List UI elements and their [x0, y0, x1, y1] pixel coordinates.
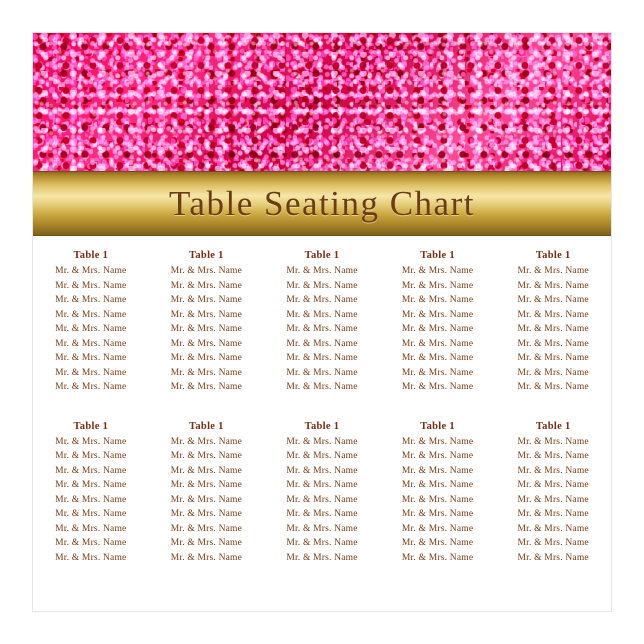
- guest-entry: Mr. & Mrs. Name: [55, 494, 127, 505]
- guest-entry: Mr. & Mrs. Name: [517, 367, 589, 378]
- guest-entry: Mr. & Mrs. Name: [55, 280, 127, 291]
- table-heading: Table 1: [420, 250, 455, 261]
- guest-entry: Mr. & Mrs. Name: [401, 509, 474, 519]
- guest-entry: Mr. & Mrs. Name: [170, 451, 243, 461]
- guest-entry: Mr. & Mrs. Name: [517, 280, 589, 291]
- table-column: [495, 250, 611, 395]
- guest-entry: Mr. & Mrs. Name: [170, 280, 243, 291]
- guest-entry: Mr. & Mrs. Name: [170, 367, 243, 378]
- table-column: [149, 250, 265, 395]
- guest-entry: Mr. & Mrs. Name: [286, 266, 358, 276]
- guest-entry: Mr. & Mrs. Name: [55, 523, 127, 534]
- guest-entry: Mr. & Mrs. Name: [286, 552, 358, 563]
- table-heading: Table 1: [535, 420, 571, 432]
- guest-entry: Mr. & Mrs. Name: [286, 436, 358, 447]
- guest-entry: Mr. & Mrs. Name: [401, 538, 474, 548]
- guest-entry: Mr. & Mrs. Name: [517, 382, 589, 392]
- guest-entry: Mr. & Mrs. Name: [55, 436, 127, 447]
- guest-entry: Mr. & Mrs. Name: [401, 494, 474, 505]
- guest-entry: Mr. & Mrs. Name: [517, 309, 589, 320]
- guest-entry: Mr. & Mrs. Name: [286, 465, 358, 476]
- table-heading: Table 1: [304, 420, 340, 432]
- seating-chart-poster: [33, 33, 611, 611]
- guest-entry: Mr. & Mrs. Name: [286, 324, 358, 334]
- table-column: [495, 421, 611, 566]
- guest-entry: Mr. & Mrs. Name: [170, 538, 243, 548]
- guest-entry: Mr. & Mrs. Name: [517, 465, 589, 476]
- guest-entry: Mr. & Mrs. Name: [401, 280, 474, 291]
- guest-entry: Mr. & Mrs. Name: [401, 382, 474, 392]
- guest-entry: Mr. & Mrs. Name: [170, 309, 243, 320]
- guest-entry: Mr. & Mrs. Name: [55, 309, 127, 320]
- guest-entry: Mr. & Mrs. Name: [401, 353, 474, 363]
- guest-entry: Mr. & Mrs. Name: [401, 552, 474, 563]
- table-heading: Table 1: [535, 250, 571, 261]
- page-title: Table Seating Chart: [169, 183, 475, 223]
- guest-entry: Mr. & Mrs. Name: [170, 509, 243, 519]
- seating-chart-body: [33, 236, 611, 611]
- guest-entry: Mr. & Mrs. Name: [55, 338, 127, 349]
- guest-entry: Mr. & Mrs. Name: [170, 523, 243, 534]
- guest-entry: Mr. & Mrs. Name: [517, 338, 589, 349]
- guest-entry: Mr. & Mrs. Name: [170, 382, 243, 392]
- table-heading: Table 1: [304, 250, 340, 261]
- guest-entry: Mr. & Mrs. Name: [517, 494, 589, 505]
- table-column: [33, 421, 149, 566]
- guest-entry: Mr. & Mrs. Name: [286, 480, 358, 490]
- guest-entry: Mr. & Mrs. Name: [286, 353, 358, 363]
- guest-entry: Mr. & Mrs. Name: [55, 266, 127, 276]
- guest-entry: Mr. & Mrs. Name: [517, 295, 589, 305]
- guest-entry: Mr. & Mrs. Name: [286, 309, 358, 320]
- guest-entry: Mr. & Mrs. Name: [286, 382, 358, 392]
- guest-entry: Mr. & Mrs. Name: [401, 295, 474, 305]
- table-heading: Table 1: [73, 250, 109, 261]
- guest-entry: Mr. & Mrs. Name: [517, 538, 589, 548]
- guest-entry: Mr. & Mrs. Name: [517, 266, 589, 276]
- table-column: [33, 250, 149, 395]
- table-column: [264, 421, 380, 566]
- guest-entry: Mr. & Mrs. Name: [286, 538, 358, 548]
- table-column: [380, 421, 496, 566]
- guest-entry: Mr. & Mrs. Name: [55, 451, 127, 461]
- guest-entry: Mr. & Mrs. Name: [401, 523, 474, 534]
- guest-entry: Mr. & Mrs. Name: [286, 494, 358, 505]
- gold-title-band: [33, 171, 611, 236]
- guest-entry: Mr. & Mrs. Name: [286, 523, 358, 534]
- guest-entry: Mr. & Mrs. Name: [517, 552, 589, 563]
- guest-entry: Mr. & Mrs. Name: [55, 480, 127, 490]
- guest-entry: Mr. & Mrs. Name: [401, 324, 474, 334]
- guest-entry: Mr. & Mrs. Name: [517, 480, 589, 490]
- guest-entry: Mr. & Mrs. Name: [170, 480, 243, 490]
- guest-entry: Mr. & Mrs. Name: [170, 465, 243, 476]
- guest-entry: Mr. & Mrs. Name: [401, 465, 474, 476]
- guest-entry: Mr. & Mrs. Name: [55, 552, 127, 563]
- table-row: [33, 250, 611, 395]
- guest-entry: Mr. & Mrs. Name: [517, 451, 589, 461]
- guest-entry: Mr. & Mrs. Name: [55, 324, 127, 334]
- guest-entry: Mr. & Mrs. Name: [170, 338, 243, 349]
- guest-entry: Mr. & Mrs. Name: [286, 295, 358, 305]
- guest-entry: Mr. & Mrs. Name: [55, 353, 127, 363]
- table-row: [33, 421, 611, 566]
- guest-entry: Mr. & Mrs. Name: [286, 451, 358, 461]
- table-heading: Table 1: [73, 420, 109, 432]
- guest-entry: Mr. & Mrs. Name: [55, 509, 127, 519]
- table-column: [380, 250, 496, 395]
- guest-entry: Mr. & Mrs. Name: [401, 309, 474, 320]
- guest-entry: Mr. & Mrs. Name: [517, 523, 589, 534]
- table-column: [149, 421, 265, 566]
- guest-entry: Mr. & Mrs. Name: [401, 451, 474, 461]
- guest-entry: Mr. & Mrs. Name: [286, 367, 358, 378]
- guest-entry: Mr. & Mrs. Name: [286, 280, 358, 291]
- guest-entry: Mr. & Mrs. Name: [401, 436, 474, 447]
- guest-entry: Mr. & Mrs. Name: [517, 436, 589, 447]
- guest-entry: Mr. & Mrs. Name: [55, 465, 127, 476]
- table-heading: Table 1: [189, 250, 224, 261]
- guest-entry: Mr. & Mrs. Name: [170, 436, 243, 447]
- guest-entry: Mr. & Mrs. Name: [517, 509, 589, 519]
- guest-entry: Mr. & Mrs. Name: [517, 324, 589, 334]
- guest-entry: Mr. & Mrs. Name: [401, 367, 474, 378]
- guest-entry: Mr. & Mrs. Name: [55, 382, 127, 392]
- table-column: [264, 250, 380, 395]
- guest-entry: Mr. & Mrs. Name: [517, 353, 589, 363]
- guest-entry: Mr. & Mrs. Name: [170, 494, 243, 505]
- guest-entry: Mr. & Mrs. Name: [170, 552, 243, 563]
- guest-entry: Mr. & Mrs. Name: [170, 324, 243, 334]
- guest-entry: Mr. & Mrs. Name: [401, 338, 474, 349]
- table-heading: Table 1: [420, 420, 455, 432]
- guest-entry: Mr. & Mrs. Name: [55, 367, 127, 378]
- guest-entry: Mr. & Mrs. Name: [170, 295, 243, 305]
- table-heading: Table 1: [189, 420, 224, 432]
- guest-entry: Mr. & Mrs. Name: [401, 480, 474, 490]
- guest-entry: Mr. & Mrs. Name: [170, 353, 243, 363]
- guest-entry: Mr. & Mrs. Name: [286, 338, 358, 349]
- guest-entry: Mr. & Mrs. Name: [170, 266, 243, 276]
- guest-entry: Mr. & Mrs. Name: [401, 266, 474, 276]
- glitter-header-banner: [33, 33, 611, 171]
- guest-entry: Mr. & Mrs. Name: [55, 295, 127, 305]
- guest-entry: Mr. & Mrs. Name: [286, 509, 358, 519]
- guest-entry: Mr. & Mrs. Name: [55, 538, 127, 548]
